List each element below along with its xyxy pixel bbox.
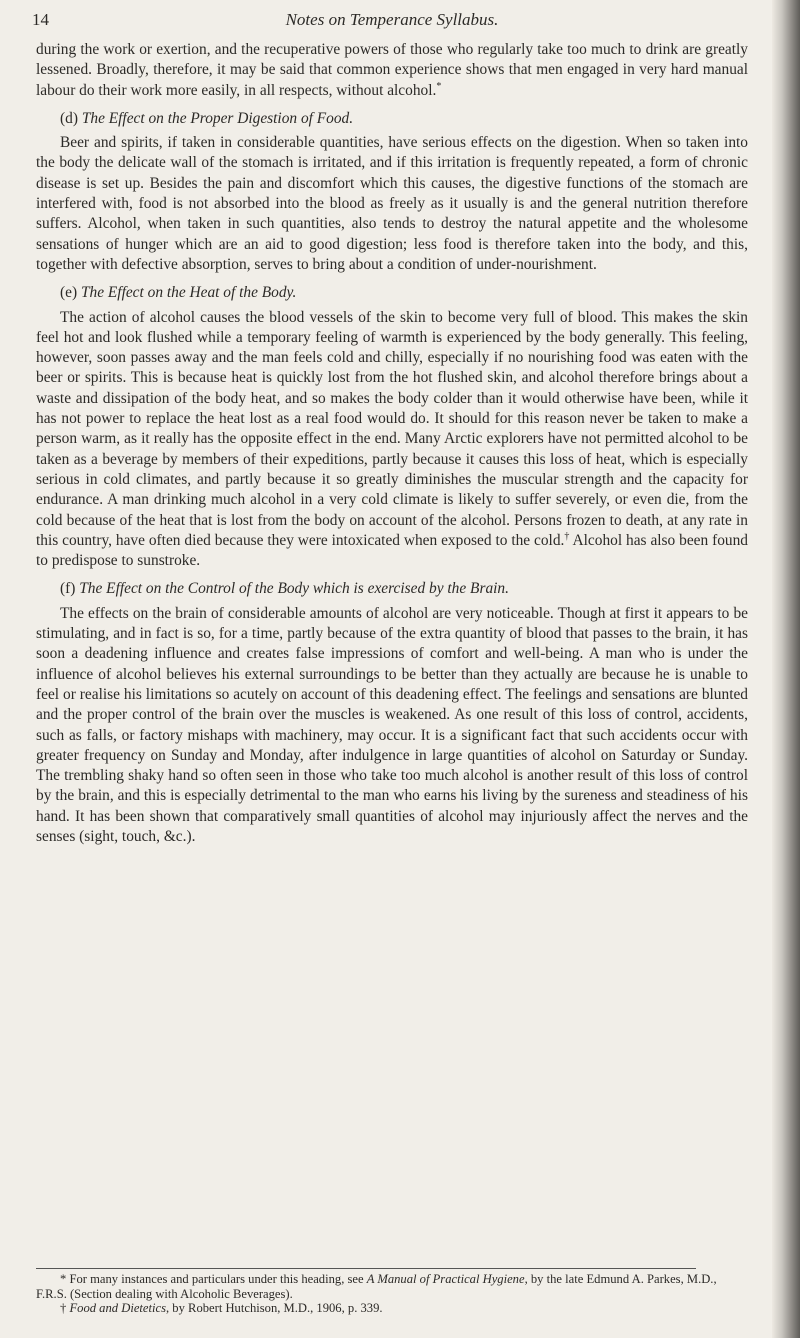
footnote-2: † Food and Dietetics, by Robert Hutchison, M.D., 1906, p. 339. xyxy=(60,1301,383,1315)
page-body xyxy=(36,40,748,847)
section-title-e: The Effect on the Heat of the Body. xyxy=(80,284,297,302)
footnote-ref-asterisk: * xyxy=(436,80,442,92)
section-letter-d: (d) xyxy=(60,109,78,127)
footnote-2-book-title: Food and Dietetics xyxy=(69,1301,166,1315)
section-letter-e: (e) xyxy=(60,284,78,302)
footnote-1: * For many instances and particulars under this heading, see A Manual of Practical Hygiene, by the late Edmund A. Parkes, M.D., F.R.S. (Section dealing with Alcoholic Beverages). xyxy=(36,1272,717,1301)
section-letter-f: (f) xyxy=(60,580,76,598)
section-heading-e xyxy=(36,283,748,303)
section-heading-d xyxy=(36,109,748,129)
running-title: Notes on Temperance Syllabus. xyxy=(285,10,499,29)
paragraph-digestion: Beer and spirits, if taken in considerable quantities, have serious effects on the digestion. When so taken into the body the delicate wall of the stomach is irritated, and if this irritation is frequently repeated, a form of chronic disease is set up. Besides the pain and discomfort which this causes, the digestive functions of the stomach are interfered with, food is not absorbed into the blood as freely as it usually is and the general nutrition therefore suffers. Alcohol, when taken in such quantities, also tends to destroy the natural appetite and the wholesome sensations of hunger which are an aid to good digestion; less food is therefore taken into the body, and this, together with defective absorption, serves to bring about a condition of under-nourishment. xyxy=(36,134,748,273)
paragraph-brain-control: The effects on the brain of considerable amounts of alcohol are very noticeable. Though at first it appears to be stimulating, and in fact is so, for a time, partly because of the extra quantity of blood that passes to the brain, it has soon a deadening influence and creates false impressions of comfort and well-being. A man who is under the influence of alcohol believes his external surroundings to be better than they actually are because he is unable to feel or realise his limitations so acutely on account of this deadening effect. The feelings and sensations are blunted and the proper control of the brain over the muscles is weakened. As one result of this loss of control, accidents, such as falls, or factory mishaps with machinery, may occur. It is a significant fact that such accidents occur with greater frequency on Sunday and Monday, after indulgence in large quantities of alcohol on Saturday or Sunday. The trembling shaky hand so often seen in those who take too much alcohol is another result of this loss of control by the brain, and this is especially detrimental to the man who earns his living by the sureness and steadiness of his hand. It has been shown that comparatively small quantities of alcohol may injuriously affect the nerves and the senses (sight, touch, &c.). xyxy=(36,604,748,845)
footnote-1-book-title: A Manual of Practical Hygiene xyxy=(366,1272,525,1286)
book-spine-shadow xyxy=(772,0,800,1338)
section-title-f: The Effect on the Control of the Body which is exercised by the Brain. xyxy=(79,580,509,598)
section-heading-f xyxy=(36,579,748,599)
section-title-d: The Effect on the Proper Digestion of Food. xyxy=(81,109,354,127)
page-header xyxy=(32,10,752,32)
paragraph-heat: The action of alcohol causes the blood vessels of the skin to become very full of blood. This makes the skin feel hot and look flushed while a temporary feeling of warmth is experienced by the body generally. This feeling, however, soon passes away and the man feels cold and chilly, especially if no nourishing food was eaten with the beer or spirits. This is because heat is quickly lost from the hot flushed skin, and alcohol therefore brings about a waste and dissipation of the body heat, and so makes the body colder than it would otherwise have been, while it has not power to replace the heat lost as a real food would do. It should for this reason never be taken to make a person warm, as it really has the opposite effect in the end. Many Arctic explorers have not permitted alcohol to be taken as a beverage by members of their expeditions, partly because it causes this loss of heat, which is especially serious in cold climates, and partly because it so greatly diminishes the muscular strength and the capacity for endurance. A man drinking much alcohol in a very cold climate is likely to suffer severely, or even die, from the cold because of the heat that is lost from the body on account of the alcohol. Persons frozen to death, at any rate in this country, have often died because they were intoxicated when exposed to the cold.† Alcohol has also been found to predispose to sunstroke. xyxy=(36,308,748,570)
footnotes xyxy=(36,1272,748,1316)
page-number: 14 xyxy=(32,10,49,29)
paragraph-intro: during the work or exertion, and the recuperative powers of those who regularly take too much to drink are greatly lessened. Broadly, therefore, it may be said that common experience shows that men engaged in very hard manual labour do their work more easily, in all respects, without alcohol.* xyxy=(36,41,748,99)
footnote-divider xyxy=(36,1268,696,1269)
footnote-ref-dagger: † xyxy=(564,530,570,542)
